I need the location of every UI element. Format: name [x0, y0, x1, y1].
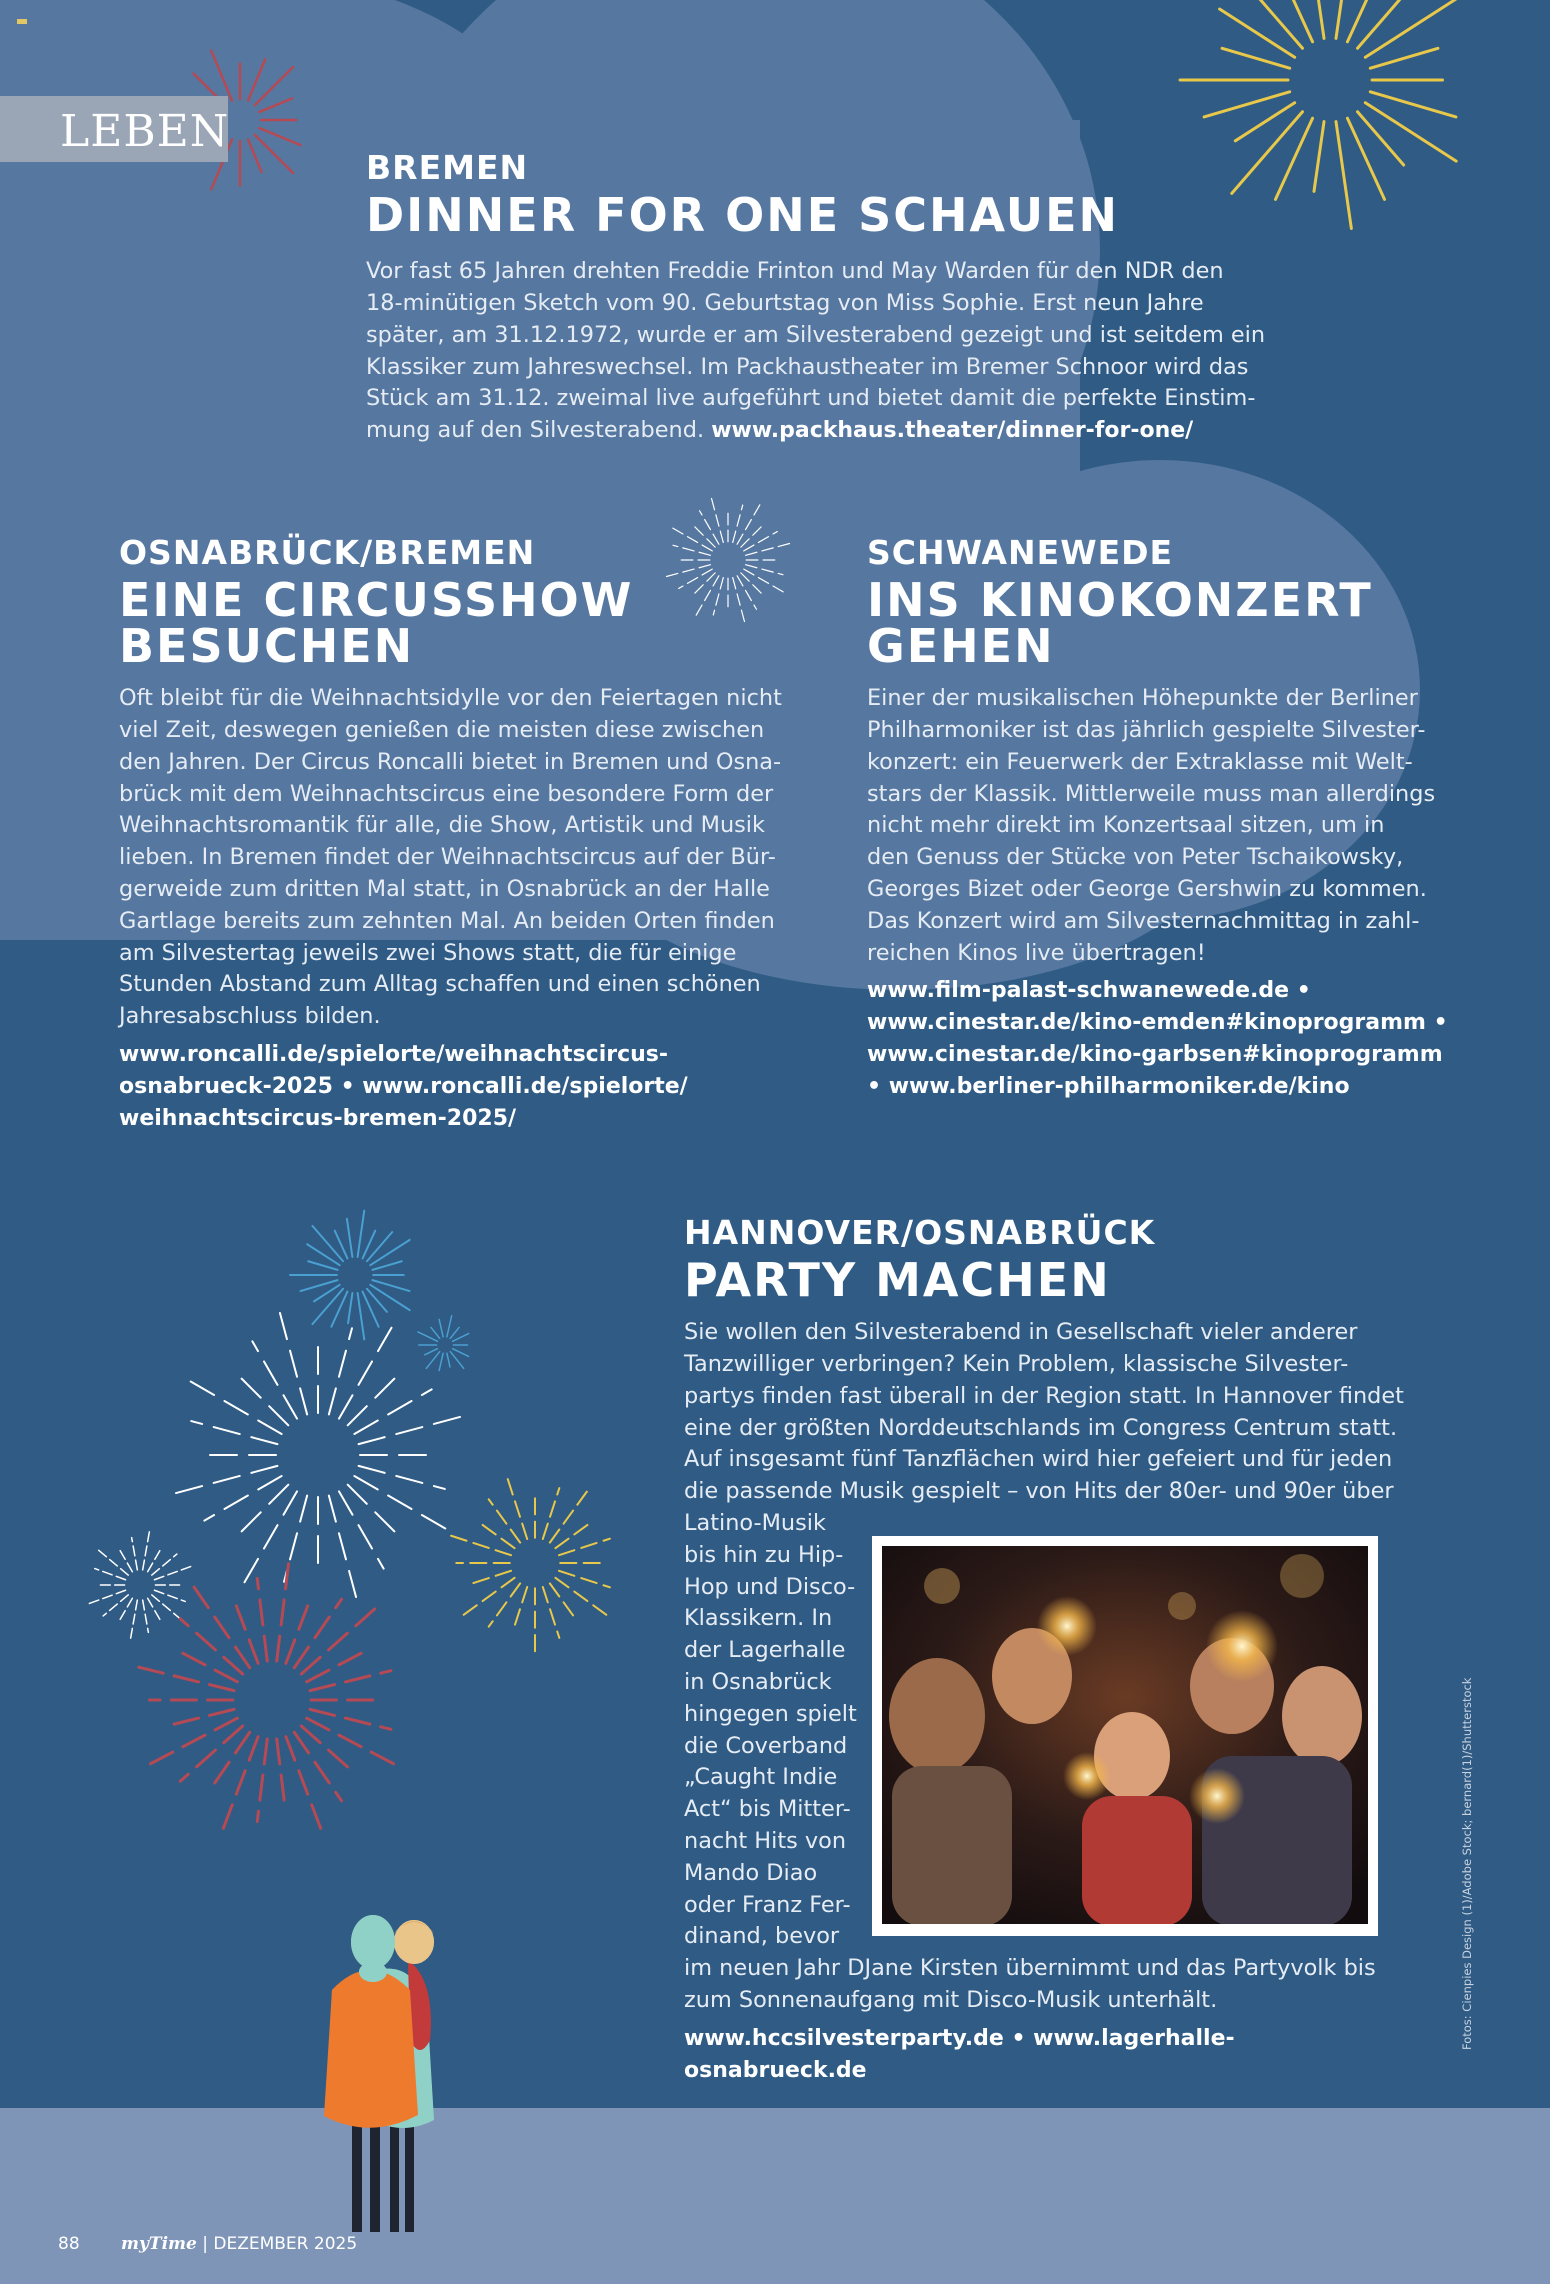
body-line — [366, 415, 1266, 447]
article-body — [867, 683, 1517, 969]
firework-ray — [348, 1375, 398, 1425]
firework-ray — [354, 1476, 448, 1530]
article-kicker: OSNABRÜCK/BREMEN — [119, 533, 536, 572]
firework-ray — [447, 1353, 450, 1367]
firework-ray — [426, 1352, 439, 1369]
issue-label: | DEZEMBER 2025 — [202, 2234, 358, 2254]
body-line: den Genuss der Stücke von Peter Tschaikowsky, — [867, 844, 1404, 871]
article-link[interactable]: www.cinestar.de/kino-emden#kinoprogramm • — [867, 1010, 1448, 1036]
firework-ray — [550, 1583, 575, 1617]
article-headline-line: INS KINOKONZERT — [867, 573, 1373, 628]
body-line: Auf insgesamt fünf Tanzflächen wird hier gefeiert und für jeden — [684, 1446, 1393, 1473]
body-line: stars der Klassik. Mittlerweile muss man allerdings — [867, 780, 1436, 807]
firework-ray — [555, 1523, 589, 1548]
body-line: Weihnachtsromantik für alle, die Show, Artistik und Musik — [119, 812, 765, 839]
firework-ray — [514, 1587, 527, 1627]
firework-ray — [312, 1226, 343, 1261]
firework-ray — [471, 1571, 511, 1584]
firework-ray — [1365, 103, 1456, 161]
article-links — [684, 2023, 1404, 2087]
firework-ray — [248, 59, 265, 100]
firework-ray — [308, 1261, 337, 1270]
firework-ray — [143, 1531, 150, 1570]
firework-ray — [148, 1549, 161, 1571]
firework-ray — [359, 1416, 463, 1444]
body-line: Tanzwilliger verbringen? Kein Problem, klassische Silvester- — [684, 1351, 1349, 1378]
body-line: Das Konzert wird am Silvesternachmittag in zahl- — [867, 907, 1420, 934]
article-links — [867, 975, 1517, 1102]
firework-ray — [222, 1737, 258, 1831]
firework-ray — [363, 1292, 379, 1327]
firework-ray — [277, 1561, 289, 1661]
firework-ray — [1275, 118, 1312, 199]
firework-ray — [1336, 0, 1351, 38]
firework-ray — [312, 1289, 343, 1324]
body-line: konzert: ein Feuerwerk der Extraklasse mit Welt- — [867, 748, 1413, 775]
section-tab — [0, 96, 228, 162]
firework-ray — [148, 1598, 161, 1620]
firework-ray — [179, 1651, 237, 1682]
article-kicker: SCHWANEWEDE — [867, 533, 1174, 572]
firework-ray — [348, 1485, 398, 1535]
body-line: den Jahren. Der Circus Roncalli bietet in Bremen und Osna- — [119, 748, 782, 775]
body-line: später, am 31.12.1972, wurde er am Silvesterabend gezeigt und ist seitdem ein — [366, 321, 1266, 348]
firework-ray — [238, 1375, 288, 1425]
firework-ray — [555, 1578, 607, 1616]
firework-ray — [259, 128, 300, 145]
body-line: lieben. In Bremen findet der Weihnachtscircus auf der Bür- — [119, 844, 776, 871]
firework-ray — [358, 1293, 365, 1339]
article-link[interactable]: www.hccsilvesterparty.de • www.lagerhalle-osnabrueck.de — [684, 2025, 1235, 2083]
firework-ray — [314, 1285, 340, 1302]
body-line: brück mit dem Weihnachtscircus eine besondere Form der — [119, 780, 774, 807]
firework-ray — [453, 1349, 469, 1357]
body-line: Latino-Musik — [684, 1510, 826, 1537]
body-line: nacht Hits von — [684, 1828, 847, 1855]
firework-ray — [329, 1496, 357, 1600]
body-line: eine der größten Norddeutschlands im Congress Centrum statt. — [684, 1414, 1398, 1441]
article-kicker: HANNOVER/OSNABRÜCK — [684, 1213, 1156, 1252]
firework-ray — [425, 1349, 438, 1355]
body-line: „Caught Indie — [684, 1764, 838, 1791]
firework-ray — [453, 1334, 469, 1342]
firework-ray — [1283, 0, 1312, 42]
body-line: die passende Musik gespielt – von Hits der 80er- und 90er über — [684, 1478, 1394, 1505]
firework-ray — [180, 1619, 242, 1674]
firework-ray — [277, 1739, 285, 1804]
firework-ray — [301, 1726, 350, 1770]
firework-burst — [136, 1561, 396, 1831]
firework-ray — [136, 1666, 234, 1690]
body-line: im neuen Jahr DJane Kirsten übernimmt und das Partyvolk bis — [684, 1955, 1376, 1982]
body-line: viel Zeit, deswegen genießen die meisten diese zwischen — [119, 717, 765, 744]
firework-ray — [170, 1709, 234, 1725]
firework-ray — [286, 1602, 309, 1664]
body-line: Stück am 31.12. zweimal live aufgeführt und bietet damit die perfekte Einstim- — [366, 385, 1256, 412]
firework-ray — [1336, 122, 1351, 229]
body-line: Mando Diao — [684, 1859, 818, 1886]
firework-ray — [372, 1261, 401, 1270]
page-number: 88 — [58, 2234, 80, 2254]
body-line: Einer der musikalischen Höhepunkte der Berliner — [867, 685, 1418, 712]
body-line: gerweide zum dritten Mal statt, in Osnabrück an der Halle — [119, 876, 770, 903]
firework-ray — [358, 1211, 365, 1257]
firework-ray — [1314, 122, 1324, 192]
body-line: Act“ bis Mitter- — [684, 1796, 851, 1823]
body-line: reichen Kinos live übertragen! — [867, 939, 1206, 966]
body-line: hingegen spielt — [684, 1700, 857, 1727]
article-link[interactable]: • www.berliner-philharmoniker.de/kino — [867, 1073, 1350, 1099]
firework-ray — [550, 1490, 588, 1542]
article-link[interactable]: www.roncalli.de/spielorte/weihnachtscircus- — [119, 1042, 669, 1068]
firework-ray — [286, 1737, 322, 1831]
firework-ray — [154, 1566, 191, 1580]
firework-ray — [1358, 0, 1416, 48]
firework-ray — [180, 1726, 242, 1781]
body-line: die Coverband — [684, 1732, 848, 1759]
body-line: der Lagerhalle — [684, 1637, 846, 1664]
firework-burst — [88, 1531, 191, 1639]
body-line: bis hin zu Hip- — [684, 1541, 844, 1568]
firework-ray — [370, 1240, 409, 1265]
firework-burst — [173, 1310, 463, 1600]
firework-ray — [279, 1310, 307, 1414]
firework-ray — [95, 1569, 126, 1580]
firework-burst — [449, 1477, 609, 1653]
firework-ray — [173, 1466, 277, 1494]
firework-ray — [347, 1219, 353, 1257]
firework-ray — [119, 1598, 132, 1620]
party-photo — [882, 1546, 1368, 1924]
body-line: Klassikern. In — [684, 1605, 833, 1632]
firework-ray — [450, 1352, 463, 1369]
article-headline-line: BESUCHEN — [119, 619, 415, 674]
body-line: nicht mehr direkt im Konzertsaal sitzen, um in — [867, 812, 1385, 839]
article-headline-line: EINE CIRCUSSHOW — [119, 573, 634, 628]
article-body — [366, 256, 1266, 447]
firework-ray — [235, 1602, 258, 1664]
article-headline: DINNER FOR ONE SCHAUEN — [366, 188, 1120, 243]
firework-ray — [248, 139, 261, 172]
firework-ray — [431, 1327, 440, 1338]
body-line: Georges Bizet oder George Gershwin zu kommen. — [867, 876, 1427, 903]
section-label: LEBEN — [60, 106, 230, 157]
footer-band — [0, 2108, 1550, 2284]
firework-ray — [188, 1380, 282, 1434]
body-line-text: mung auf den Silvesterabend. — [366, 417, 705, 444]
page-footer — [58, 2234, 357, 2254]
body-line: zum Sonnenaufgang mit Disco-Musik unterhält. — [684, 1987, 1218, 2014]
firework-ray — [257, 1578, 267, 1661]
party-photo-illustration — [882, 1546, 1368, 1924]
body-line: am Silvestertag jeweils zwei Shows statt, die für einige — [119, 939, 737, 966]
party-photo-frame — [872, 1536, 1378, 1936]
firework-ray — [238, 1485, 288, 1535]
firework-ray — [88, 1590, 125, 1604]
body-line: Hop und Disco- — [684, 1573, 856, 1600]
body-line: Klassiker zum Jahreswechsel. Im Packhaustheater im Bremer Schnoor wird das — [366, 353, 1249, 380]
firework-ray — [339, 1325, 393, 1419]
article-link[interactable]: www.film-palast-schwanewede.de • — [867, 978, 1311, 1004]
body-line: Gartlage bereits zum zehnten Mal. An beiden Orten finden — [119, 907, 775, 934]
firework-ray — [439, 1353, 443, 1370]
article-headline-line: GEHEN — [867, 619, 1055, 674]
firework-ray — [192, 1585, 249, 1668]
article-kicker: BREMEN — [366, 148, 529, 187]
body-line: 18-minütigen Sketch vom 90. Geburtstag von Miss Sophie. Erst neun Jahre — [366, 290, 1204, 317]
firework-ray — [1370, 48, 1438, 68]
article-link[interactable]: www.cinestar.de/kino-garbsen#kinoprogramm — [867, 1042, 1443, 1068]
body-line: Sie wollen den Silvesterabend in Gesellschaft vieler anderer — [684, 1319, 1358, 1346]
article-bremen — [366, 150, 1266, 447]
firework-ray — [212, 1732, 249, 1786]
firework-ray — [119, 1549, 132, 1571]
article-link[interactable]: weihnachtscircus-bremen-2025/ — [119, 1105, 517, 1131]
firework-ray — [143, 1600, 149, 1632]
article-link[interactable]: osnabrueck-2025 • www.roncalli.de/spielorte/ — [119, 1073, 688, 1099]
firework-ray — [462, 1578, 514, 1616]
article-osnabrueck-bremen — [119, 535, 799, 1134]
firework-ray — [132, 1538, 138, 1570]
article-body — [119, 683, 799, 1033]
body-line: Oft bleibt für die Weihnachtsidylle vor den Feiertagen nicht — [119, 685, 782, 712]
body-line: Stunden Abstand zum Alltag schaffen und einen schönen — [119, 971, 761, 998]
body-line: Philharmoniker ist das jährlich gespielte Silvester- — [867, 717, 1426, 744]
magazine-logo: myTime — [121, 2234, 197, 2254]
firework-burst — [418, 1316, 469, 1371]
firework-ray — [331, 1292, 347, 1327]
firework-ray — [1222, 48, 1290, 68]
article-schwanewede — [867, 535, 1517, 1103]
firework-ray — [259, 98, 292, 111]
photo-credit: Fotos: Cienpies Design (1)/Adobe Stock; bernard(1)/Shutterstock — [1460, 1677, 1474, 2050]
body-line: Jahresabschluss bilden. — [119, 1003, 381, 1030]
article-link[interactable]: www.packhaus.theater/dinner-for-one/ — [711, 418, 1194, 444]
firework-ray — [439, 1319, 443, 1336]
body-line: in Osnabrück — [684, 1669, 832, 1696]
body-line: oder Franz Fer- — [684, 1891, 851, 1918]
firework-ray — [130, 1600, 137, 1639]
firework-ray — [480, 1523, 514, 1548]
firework-ray — [418, 1332, 437, 1341]
body-line: partys finden fast überall in der Region statt. In Hannover findet — [684, 1382, 1404, 1409]
firework-burst — [290, 1211, 410, 1340]
firework-ray — [1365, 0, 1456, 57]
article-headline: PARTY MACHEN — [684, 1253, 1111, 1308]
firework-ray — [348, 1293, 352, 1323]
firework-ray — [1347, 0, 1376, 42]
body-line: Vor fast 65 Jahren drehten Freddie Frinton und May Warden für den NDR den — [366, 258, 1224, 285]
firework-ray — [1311, 0, 1324, 38]
firework-ray — [307, 1651, 365, 1682]
body-line: dinand, bevor — [684, 1923, 840, 1950]
firework-ray — [1235, 103, 1294, 141]
firework-ray — [367, 1232, 392, 1261]
firework-ray — [447, 1316, 452, 1337]
firework-ray — [154, 1590, 185, 1601]
firework-ray — [257, 1739, 267, 1822]
article-links — [119, 1039, 799, 1134]
firework-ray — [1347, 118, 1384, 199]
firework-ray — [450, 1327, 459, 1338]
couple-illustration-overlay — [310, 1890, 470, 2235]
